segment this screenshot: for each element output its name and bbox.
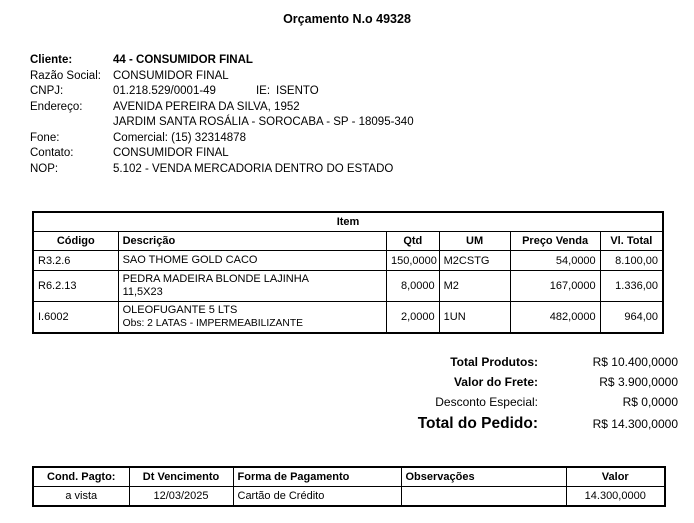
items-table-group-header-row: [33, 212, 663, 232]
column-header-valor: Valor: [566, 467, 665, 487]
label-total-produtos: Total Produtos:: [450, 355, 538, 369]
label-cnpj: CNPJ:: [30, 85, 64, 97]
value-ie: ISENTO: [276, 85, 319, 97]
cell-codigo: I.6002: [33, 302, 118, 334]
label-contato: Contato:: [30, 147, 74, 159]
label-nop: NOP:: [30, 162, 59, 175]
total-row-frete: [300, 375, 678, 395]
column-header-cond-pagto: Cond. Pagto:: [33, 467, 129, 487]
items-table-header-row: [33, 232, 663, 251]
cell-descricao-main: SAO THOME GOLD CACO: [122, 254, 258, 266]
value-desconto-especial: R$ 0,0000: [622, 395, 678, 409]
label-endereco: Endereço:: [30, 100, 83, 113]
customer-row-contato: [30, 147, 650, 163]
customer-row-endereco: [30, 101, 650, 117]
cell-descricao-sub: 11,5X23: [122, 286, 163, 298]
table-row: [33, 487, 665, 507]
column-header-um: UM: [439, 232, 510, 251]
column-header-codigo: Código: [33, 232, 118, 251]
cell-preco-venda: 54,0000: [510, 251, 600, 271]
value-nop: 5.102 - VENDA MERCADORIA DENTRO DO ESTADO: [113, 162, 394, 175]
customer-row-endereco-line2: [30, 116, 650, 132]
label-ie: IE:: [255, 85, 271, 97]
cell-codigo: R3.2.6: [33, 251, 118, 271]
cell-valor: 14.300,0000: [566, 487, 665, 507]
value-total-pedido: R$ 14.300,0000: [592, 417, 678, 431]
column-header-dt-vencimento: Dt Vencimento: [129, 467, 233, 487]
page-title: Orçamento N.o 49328: [283, 12, 411, 26]
value-endereco-line2: JARDIM SANTA ROSÁLIA - SOROCABA - SP - 18095-340: [113, 116, 414, 128]
value-fone: Comercial: (15) 32314878: [113, 131, 246, 144]
column-header-forma-pagamento: Forma de Pagamento: [233, 467, 401, 487]
value-total-produtos: R$ 10.400,0000: [592, 355, 678, 369]
items-table: [32, 211, 664, 334]
value-cnpj: 01.218.529/0001-49: [113, 85, 216, 97]
label-fone: Fone:: [30, 131, 60, 144]
cell-descricao-sub: Obs: 2 LATAS - IMPERMEABILIZANTE: [122, 318, 304, 329]
cell-qtd: 2,0000: [386, 302, 439, 334]
column-header-qtd: Qtd: [386, 232, 439, 251]
cell-observacoes: [401, 487, 566, 507]
table-row: [33, 302, 663, 334]
table-row: [33, 251, 663, 271]
total-row-desconto: [300, 395, 678, 415]
value-cliente: 44 - CONSUMIDOR FINAL: [113, 54, 253, 66]
customer-info-block: [30, 54, 650, 178]
label-desconto-especial: Desconto Especial:: [435, 395, 538, 409]
cell-dt-vencimento: 12/03/2025: [129, 487, 233, 507]
column-header-observacoes: Observações: [401, 467, 566, 487]
customer-row-cnpj: [30, 85, 650, 101]
customer-row-cliente: [30, 54, 650, 70]
label-valor-frete: Valor do Frete:: [453, 375, 538, 389]
value-razao-social: CONSUMIDOR FINAL: [113, 69, 229, 82]
payment-table-header-row: [33, 467, 665, 487]
column-header-vl-total: Vl. Total: [600, 232, 663, 251]
cell-forma-pagamento: Cartão de Crédito: [233, 487, 401, 507]
items-table-group-header: Item: [33, 212, 663, 232]
cell-qtd: 8,0000: [386, 271, 439, 302]
cell-codigo: R6.2.13: [33, 271, 118, 302]
total-row-pedido: [300, 415, 678, 441]
value-valor-frete: R$ 3.900,0000: [599, 375, 678, 389]
column-header-descricao: Descrição: [118, 232, 386, 251]
table-row: [33, 271, 663, 302]
cell-descricao-main: PEDRA MADEIRA BLONDE LAJINHA: [122, 273, 310, 285]
cell-preco-venda: 482,0000: [510, 302, 600, 334]
cell-cond-pagto: a vista: [33, 487, 129, 507]
customer-row-nop: [30, 163, 650, 179]
totals-block: [300, 355, 678, 441]
cell-descricao: [118, 271, 386, 302]
label-cliente: Cliente:: [30, 54, 73, 66]
cell-preco-venda: 167,0000: [510, 271, 600, 302]
total-row-produtos: [300, 355, 678, 375]
cell-descricao-main: OLEOFUGANTE 5 LTS: [122, 304, 238, 316]
label-razao-social: Razão Social:: [30, 69, 101, 82]
customer-row-fone: [30, 132, 650, 148]
customer-row-razao-social: [30, 70, 650, 86]
value-contato: CONSUMIDOR FINAL: [113, 147, 229, 159]
cell-vl-total: 1.336,00: [600, 271, 663, 302]
cell-descricao: [118, 251, 386, 271]
value-endereco: AVENIDA PEREIRA DA SILVA, 1952: [113, 100, 300, 113]
cell-vl-total: 964,00: [600, 302, 663, 334]
column-header-preco-venda: Preço Venda: [510, 232, 600, 251]
cell-qtd: 150,0000: [386, 251, 439, 271]
cell-um: M2CSTG: [439, 251, 510, 271]
cell-descricao: [118, 302, 386, 334]
cell-vl-total: 8.100,00: [600, 251, 663, 271]
payment-table: [32, 466, 666, 507]
label-total-pedido: Total do Pedido:: [417, 415, 538, 432]
cell-um: 1UN: [439, 302, 510, 334]
cell-um: M2: [439, 271, 510, 302]
